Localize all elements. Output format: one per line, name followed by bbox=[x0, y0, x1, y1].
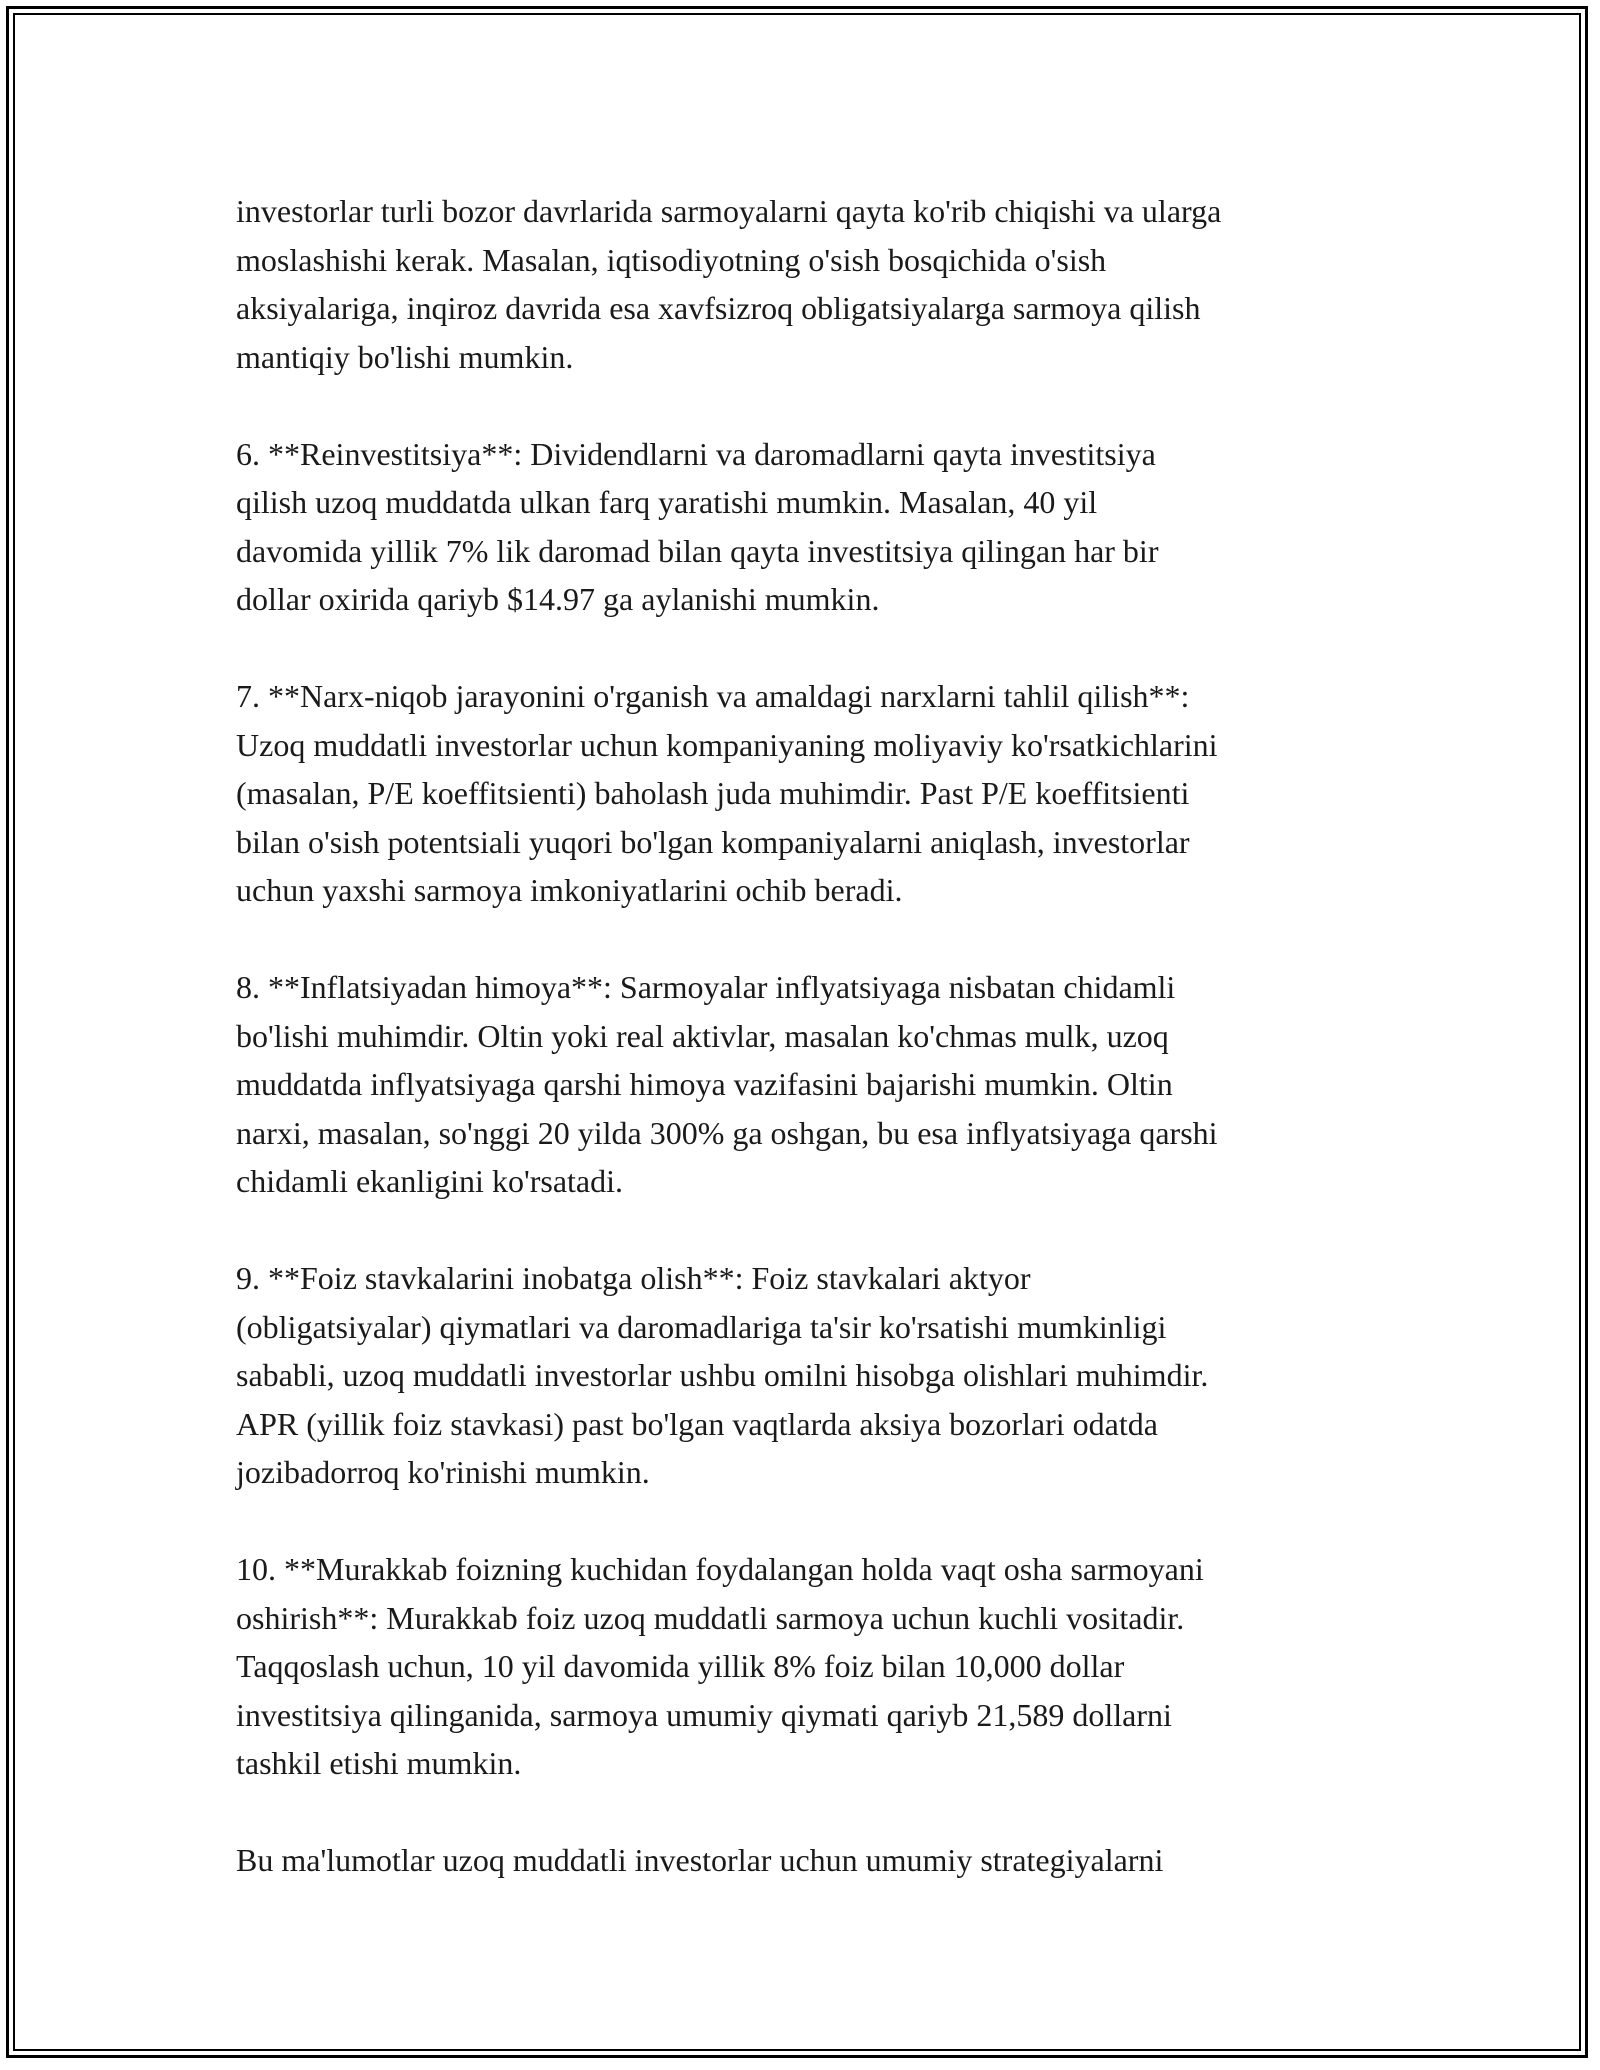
paragraph-interest-rates: 9. **Foiz stavkalarini inobatga olish**: Foiz stavkalari aktyor (obligatsiyalar) qiymatlari va daromadlariga ta'sir ko'rsatishi mumkinligi sababli, uzoq muddatli investorlar ushbu omilni hisobga olishlari muhimdir. APR (yillik foiz stavkasi) past bo'lgan vaqtlarda aksiya bozorlari odatda jozibadorroq ko'rinishi mumkin. bbox=[236, 1260, 1209, 1490]
document-body bbox=[236, 187, 1376, 1885]
paragraph-reinvestment: 6. **Reinvestitsiya**: Dividendlarni va daromadlarni qayta investitsiya qilish uzoq muddatda ulkan farq yaratishi mumkin. Masalan, 40 yil davomida yillik 7% lik daromad bilan qayta investitsiya qilingan har bir dollar oxirida qariyb $14.97 ga aylanishi mumkin. bbox=[236, 435, 1159, 617]
paragraph-price-analysis: 7. **Narx-niqob jarayonini o'rganish va amaldagi narxlarni tahlil qilish**: Uzoq muddatli investorlar uchun kompaniyaning moliyaviy ko'rsatkichlarini (masalan, P/E koeffitsienti) baholash juda muhimdir. Past P/E koeffitsienti bilan o'sish potentsiali yuqori bo'lgan kompaniyalarni aniqlash, investorlar uchun yaxshi sarmoya imkoniyatlarini ochib beradi. bbox=[236, 678, 1218, 908]
paragraph-continuation: investorlar turli bozor davrlarida sarmoyalarni qayta ko'rib chiqishi va ularga moslashishi kerak. Masalan, iqtisodiyotning o'sish bosqichida o'sish aksiyalariga, inqiroz davrida esa xavfsizroq obligatsiyalarga sarmoya qilish mantiqiy bo'lishi mumkin. bbox=[236, 193, 1222, 375]
paragraph-compound-interest: 10. **Murakkab foizning kuchidan foydalangan holda vaqt osha sarmoyani oshirish**: Murakkab foiz uzoq muddatli sarmoya uchun kuchli vositadir. Taqqoslash uchun, 10 yil davomida yillik 8% foiz bilan 10,000 dollar investitsiya qilinganida, sarmoya umumiy qiymati qariyb 21,589 dollarni tashkil etishi mumkin. bbox=[236, 1551, 1204, 1781]
paragraph-inflation-protection: 8. **Inflatsiyadan himoya**: Sarmoyalar inflyatsiyaga nisbatan chidamli bo'lishi muhimdir. Oltin yoki real aktivlar, masalan ko'chmas mulk, uzoq muddatda inflyatsiyaga qarshi himoya vazifasini bajarishi mumkin. Oltin narxi, masalan, so'nggi 20 yilda 300% ga oshgan, bu esa inflyatsiyaga qarshi chidamli ekanligini ko'rsatadi. bbox=[236, 969, 1218, 1199]
paragraph-summary: Bu ma'lumotlar uzoq muddatli investorlar uchun umumiy strategiyalarni bbox=[236, 1842, 1164, 1878]
